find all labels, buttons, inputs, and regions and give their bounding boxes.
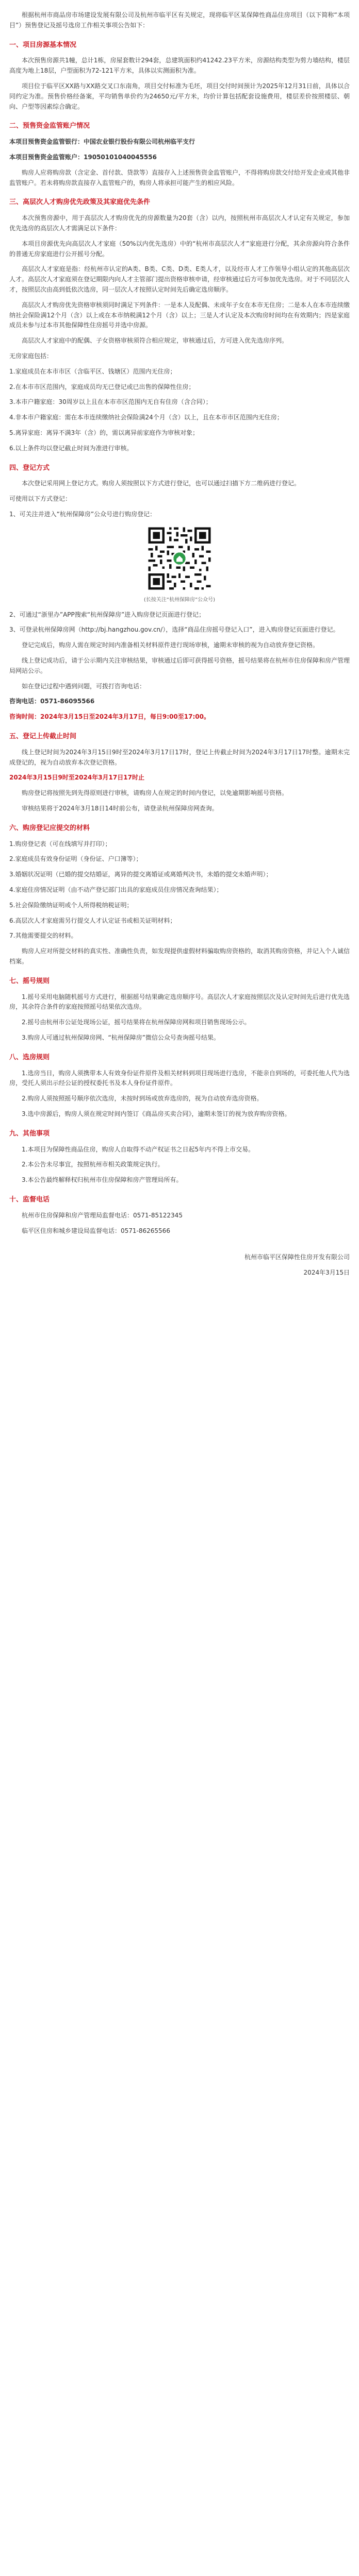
selection-para: 2.购房人须按照摇号顺序依次选房，未按时到场或放弃选房的，视为自动放弃选房资格。 — [22, 1095, 263, 1103]
section-3-para-3: 高层次人才家庭是指：经杭州市认定的A类、B类、C类、D类、E类人才，以及经市人才工作领导小组认定的其他高层次人才。高层次人才家庭须在登记期限内向人才主管部门提出资格审核申请，经审核通过后方可参加优先选房。对于不同层次人才，按照层次由高到低依次选房，同一层次人才按照认定时间先后确定选房顺序。 — [9, 265, 350, 293]
selection-para: 1.选房当日，购房人须携带本人有效身份证件原件及相关材料到项目现场进行选房，不能亲自到场的，可委托他人代为选房，受托人须出示经公证的授权委托书及本人身份证件原件。 — [9, 1069, 350, 1087]
register-note-1: 登记完成后，购房人需在规定时间内准备相关材料原件进行现场审核，逾期未审核的视为自动放弃登记资格。 — [22, 641, 319, 649]
material-item: 4.家庭住房情况证明（由不动产登记部门出具的家庭成员住房情况查询结果）； — [9, 886, 223, 894]
time-text: 线上登记时间为2024年3月15日9时至2024年3月17日17时，登记上传截止时间为2024年3月17日17时整。逾期未完成登记的，视为自动放弃本次登记资格。 — [9, 748, 350, 766]
section-7-title: 七、摇号规则 — [9, 977, 50, 985]
eligibility-item: 6.以上条件均以登记截止时间为准进行审核。 — [9, 444, 133, 452]
supervision-account: 本项目预售资金监管账户：19050101040045556 — [9, 153, 157, 161]
material-item: 2.家庭成员有效身份证明（身份证、户口簿等）； — [9, 855, 142, 863]
other-para: 1.本项目为保障性商品住房，购房人自取得不动产权证书之日起5年内不得上市交易。 — [22, 1145, 255, 1153]
section-3-para-5: 高层次人才家庭中的配偶、子女资格审核须符合相应规定，审核通过后，方可进入优先选房序列。 — [22, 337, 288, 345]
section-3-para-2: 本项目房源优先向高层次人才家庭（50%以内优先选房）中的“杭州市高层次人才”家庭进行分配，其余房源向符合条件的普通无房家庭进行公开摇号分配。 — [9, 240, 350, 258]
section-5-title: 五、登记上传截止时间 — [9, 733, 77, 741]
other-para: 2.本公告未尽事宜，按照杭州市相关政策规定执行。 — [22, 1161, 164, 1168]
materials-tail: 购房人应对所提交材料的真实性、准确性负责，如发现提供虚假材料骗取购房资格的，取消其购房资格，并记入个人诚信档案。 — [9, 947, 350, 965]
eligibility-item: 3.本市户籍家庭：30周岁以上且在本市市区范围内无自有住房（含合同）； — [9, 398, 212, 406]
section-2-para-3: 购房人应将购房款（含定金、首付款、贷款等）直接存入上述预售资金监管账户，不得将购房款交付给开发企业或其他非监管账户。若未将购房款直接存入监管账户的，购房人将承担可能产生的相应风险。 — [9, 168, 350, 187]
eligibility-heading: 无房家庭包括： — [9, 352, 53, 360]
section-3-para-4: 高层次人才购房优先资格审核须同时满足下列条件：一是本人及配偶、未成年子女在本市无住房；二是本人在本市连续缴纳社会保险满12个月（含）以上或在本市纳税满12个月（含）以上；三是人才认定及本次购房时间均在有效期内；四是家庭成员未参与过本市其他保障性住房摇号并选中房源。 — [9, 301, 350, 329]
intro-paragraph: 根据杭州市商品房市场建设发展有限公司及杭州市临平区有关规定，现将临平区某保障性商品住房项目（以下简称“本项目”）预售登记及摇号选房工作相关事项公告如下： — [9, 11, 350, 29]
register-method-3: 3、可登录杭州保障房网（http://bj.hangzhou.gov.cn/），选择“商品住房摇号登记入口”，进入购房登记页面进行登记。 — [9, 626, 339, 634]
section-4-title: 四、登记方式 — [9, 464, 50, 472]
section-4-para-2: 可使用以下方式登记： — [9, 495, 72, 503]
section-10-title: 十、监督电话 — [9, 1195, 50, 1204]
qr-code-icon — [146, 525, 213, 592]
phone-label: 咨询电话： — [9, 698, 41, 705]
register-note-3: 如在登记过程中遇到问题，可拨打咨询电话： — [22, 682, 146, 690]
lottery-para: 3.购房人可通过杭州保障房网、“杭州保障房”微信公众号查询摇号结果。 — [22, 1034, 220, 1041]
section-2-title: 二、预售资金监管账户情况 — [9, 122, 90, 130]
other-para: 3.本公告最终解释权归杭州市住房保障和房产管理局所有。 — [22, 1176, 183, 1184]
time-highlight: 2024年3月15日9时至2024年3月17日17时止 — [9, 774, 144, 782]
section-4-para-1: 本次登记采用网上登记方式。购房人须按照以下方式进行登记，也可以通过扫描下方二维码进行登记。 — [22, 480, 301, 487]
selection-para: 3.选中房源后，购房人须在规定时间内签订《商品房买卖合同》，逾期未签订的视为放弃购房资格。 — [22, 1110, 291, 1117]
section-3-title: 三、高层次人才购房优先政策及其家庭优先条件 — [9, 198, 151, 207]
eligibility-item: 4.非本市户籍家庭：需在本市连续缴纳社会保险满24个月（含）以上，且在本市市区范围内无住房； — [9, 414, 283, 421]
material-item: 5.社会保险缴纳证明或个人所得税纳税证明； — [9, 901, 133, 909]
eligibility-item: 1.家庭成员在本市市区（含临平区、钱塘区）范围内无住房； — [9, 367, 176, 375]
material-item: 7.其他需要提交的材料。 — [9, 932, 77, 940]
register-method-1: 1、可关注并进入“杭州保障房”公众号进行购房登记： — [9, 510, 156, 518]
material-item: 6.高层次人才家庭需另行提交人才认定证书或相关证明材料； — [9, 917, 176, 924]
register-note-2: 线上登记成功后，请于公示期内关注审核结果，审核通过后即可获得摇号资格，摇号结果将在杭州市住房保障和房产管理局网站公示。 — [9, 657, 350, 674]
lottery-para: 2.摇号由杭州市公证处现场公证，摇号结果将在杭州保障房网和项目销售现场公示。 — [22, 1019, 251, 1026]
signature-date: 2024年3月15日 — [303, 1269, 350, 1277]
time-note: 购房登记将按照先到先得原则进行审核，请购房人在规定的时间内登记，以免逾期影响摇号资格。 — [22, 789, 288, 797]
eligibility-item: 2.在本市市区范围内，家庭成员均无已登记或已出售的保障性住房； — [9, 383, 195, 391]
section-3-para-1: 本次预售房源中，用于高层次人才购房优先的房源数量为20套（含）以内，按照杭州市高层次人才认定有关规定，参加优先选房的高层次人才需满足以下条件： — [9, 214, 350, 232]
section-9-title: 九、其他事项 — [9, 1129, 50, 1138]
section-1-title: 一、项目房源基本情况 — [9, 41, 77, 49]
phone-number[interactable]: 0571-86095566 — [40, 698, 95, 705]
lottery-para: 1.摇号采用电脑随机摇号方式进行，根据摇号结果确定选房顺序号。高层次人才家庭按照层次及认定时间先后进行优先选房，其余符合条件的家庭按照摇号结果依次选房。 — [9, 993, 350, 1011]
consult-hours: 咨询时间：2024年3月15日至2024年3月17日，每日9:00至17:00。 — [9, 713, 210, 721]
qr-caption: (长按关注“杭州保障房”公众号) — [143, 597, 216, 603]
supervision-bank: 本项目预售资金监管银行：中国农业银行股份有限公司杭州临平支行 — [9, 138, 195, 146]
material-item: 1.购房登记表（可在线填写并打印）； — [9, 840, 111, 848]
section-1-para-2: 项目位于临平区XX路与XX路交叉口东南角，项目交付标准为毛坯，项目交付时间预计为2025年12月31日前，具体以合同约定为准。预售价格经备案，平均销售单价约为24650元/平方米，均价计算包括配套设施费用，楼层差价按照楼层、朝向、户型等因素综合确定。 — [9, 82, 350, 110]
section-1-para-1: 本次预售房源共1幢，总计1栋，房屋套数计294套，总建筑面积约41242.23平方米，房源结构类型为剪力墙结构，楼层高度为地上18层，户型面积为72-121平方米，具体以实测面积为准。 — [9, 57, 350, 75]
section-8-title: 八、选房规则 — [9, 1053, 50, 1061]
qr-code-block — [9, 525, 350, 603]
phone-line — [9, 697, 350, 707]
register-method-2: 2、可通过“浙里办”APP搜索“杭州保障房”进入购房登记页面进行登记； — [9, 611, 205, 618]
section-6-title: 六、购房登记应提交的材料 — [9, 824, 90, 832]
time-result: 审核结果将于2024年3月18日14时前公布，请登录杭州保障房网查询。 — [22, 805, 218, 812]
qr-code-image[interactable] — [146, 525, 213, 592]
contact-para: 杭州市住房保障和房产管理局监督电话：0571-85122345 — [22, 1211, 183, 1219]
contact-para: 临平区住房和城乡建设局监督电话：0571-86265566 — [22, 1227, 170, 1234]
material-item: 3.婚姻状况证明（已婚的提交结婚证，离异的提交离婚证或离婚判决书，未婚的提交未婚声明）； — [9, 871, 272, 878]
signature-company: 杭州市临平区保障性住房开发有限公司 — [244, 1253, 350, 1261]
eligibility-item: 5.离异家庭：离异不满3年（含）的，需以离异前家庭作为审核对象； — [9, 429, 199, 436]
